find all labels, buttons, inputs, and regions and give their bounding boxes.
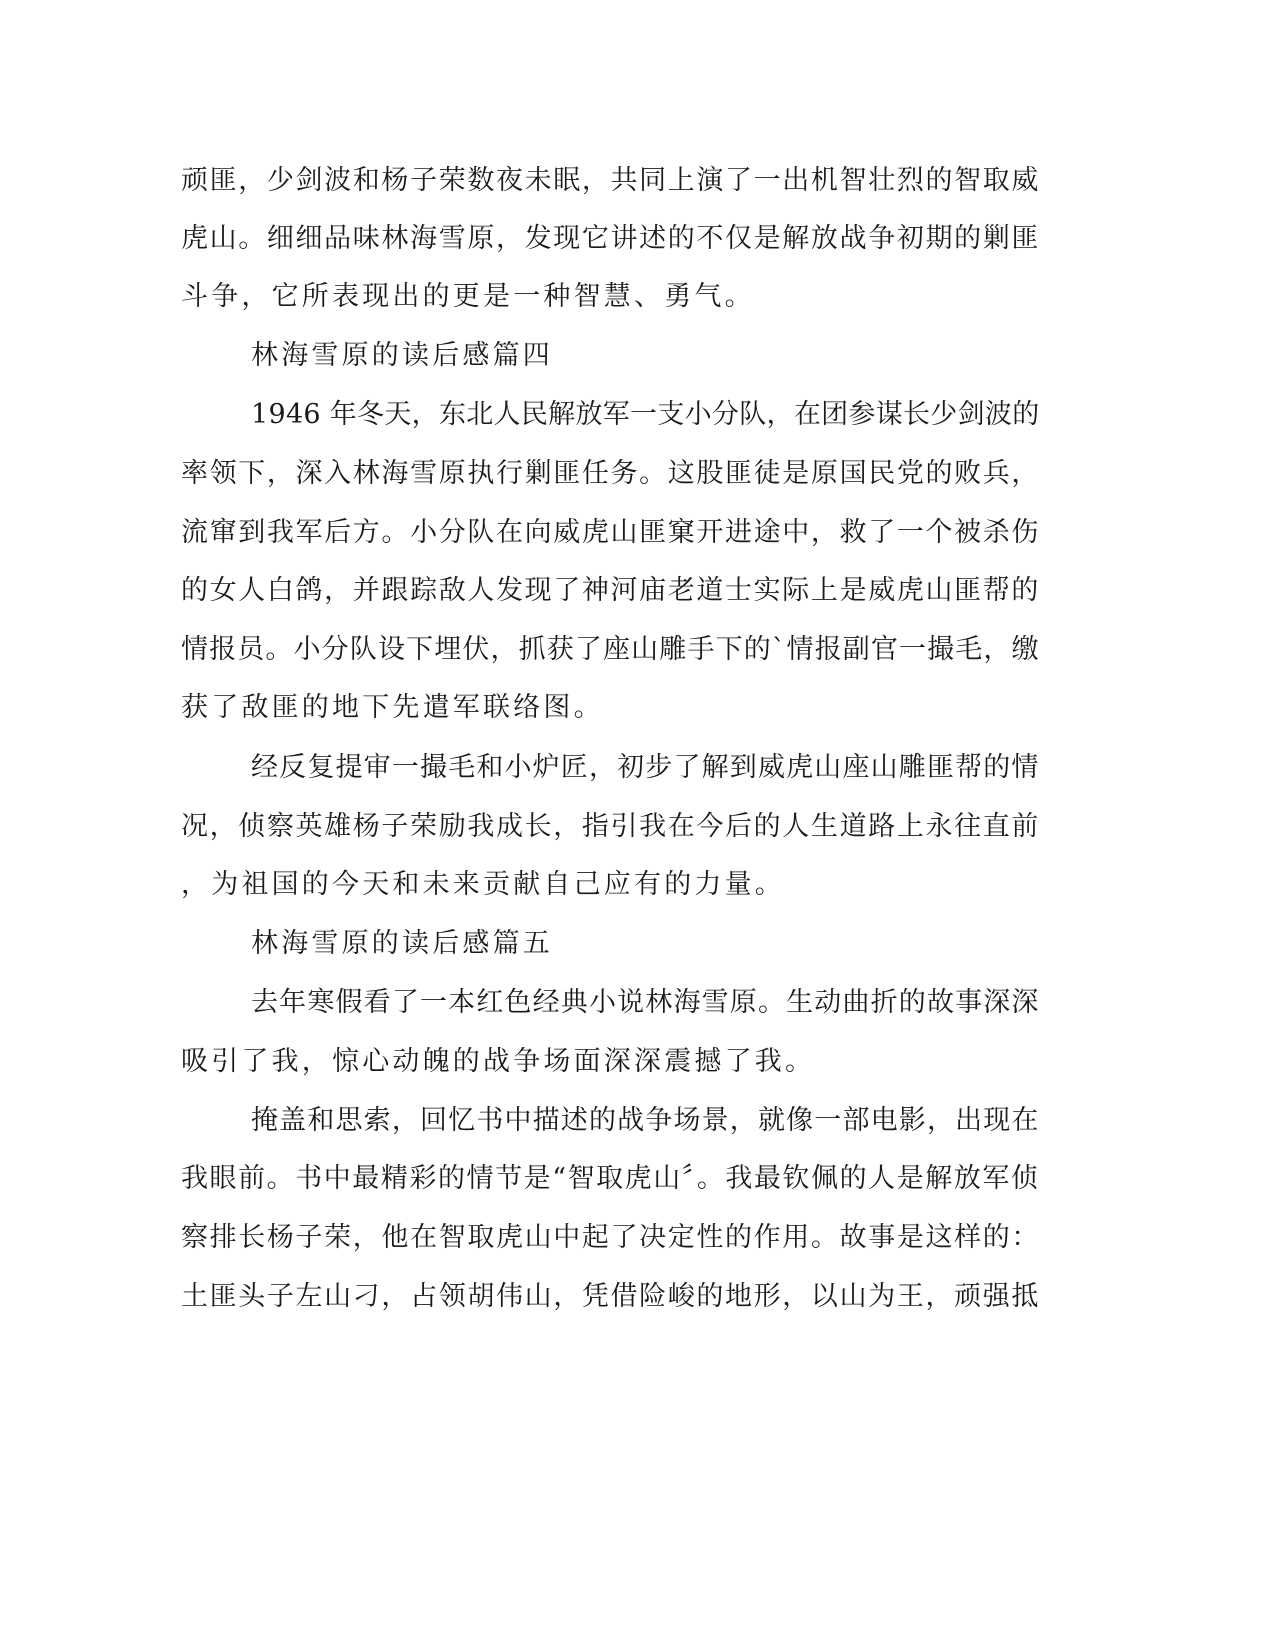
paragraph-line: 顽匪，少剑波和杨子荣数夜未眠，共同上演了一出机智壮烈的智取威 [181, 165, 1040, 196]
paragraph-line: 经反复提审一撮毛和小炉匠，初步了解到威虎山座山雕匪帮的情 [251, 752, 1040, 783]
section-heading: 林海雪原的读后感篇四 [251, 340, 553, 371]
paragraph-line: 获了敌匪的地下先遣军联络图。 [181, 692, 604, 723]
paragraph-line: 虎山。细细品味林海雪原，发现它讲述的不仅是解放战争初期的剿匪 [181, 223, 1040, 254]
paragraph-line: 况，侦察英雄杨子荣励我成长，指引我在今后的人生道路上永往直前 [181, 811, 1040, 842]
paragraph-line: 率领下，深入林海雪原执行剿匪任务。这股匪徒是原国民党的败兵， [181, 458, 1040, 489]
paragraph-line: ，为祖国的今天和未来贡献自己应有的力量。 [181, 869, 785, 900]
paragraph-line: 我眼前。书中最精彩的情节是“智取虎山〞。我最钦佩的人是解放军侦 [181, 1163, 1040, 1194]
paragraph-line: 掩盖和思索，回忆书中描述的战争场景，就像一部电影，出现在 [251, 1105, 1040, 1136]
section-heading: 林海雪原的读后感篇五 [251, 928, 553, 959]
paragraph-line: 斗争，它所表现出的更是一种智慧、勇气。 [181, 281, 755, 312]
paragraph-line: 吸引了我，惊心动魄的战争场面深深震撼了我。 [181, 1046, 816, 1077]
paragraph-line: 去年寒假看了一本红色经典小说林海雪原。生动曲折的故事深深 [251, 987, 1040, 1018]
paragraph-line: 的女人白鸽，并跟踪敌人发现了神河庙老道士实际上是威虎山匪帮的 [181, 575, 1040, 606]
paragraph-line: 1946 年冬天，东北人民解放军一支小分队，在团参谋长少剑波的 [251, 399, 1040, 430]
paragraph-line: 流窜到我军后方。小分队在向威虎山匪窠开进途中，救了一个被杀伤 [181, 517, 1040, 548]
paragraph-line: 察排长杨子荣，他在智取虎山中起了决定性的作用。故事是这样的： [181, 1222, 1040, 1253]
paragraph-line: 土匪头子左山刁，占领胡伟山，凭借险峻的地形，以山为王，顽强抵 [181, 1281, 1040, 1312]
paragraph-line: 情报员。小分队设下埋伏，抓获了座山雕手下的`情报副官一撮毛，缴 [181, 634, 1040, 665]
